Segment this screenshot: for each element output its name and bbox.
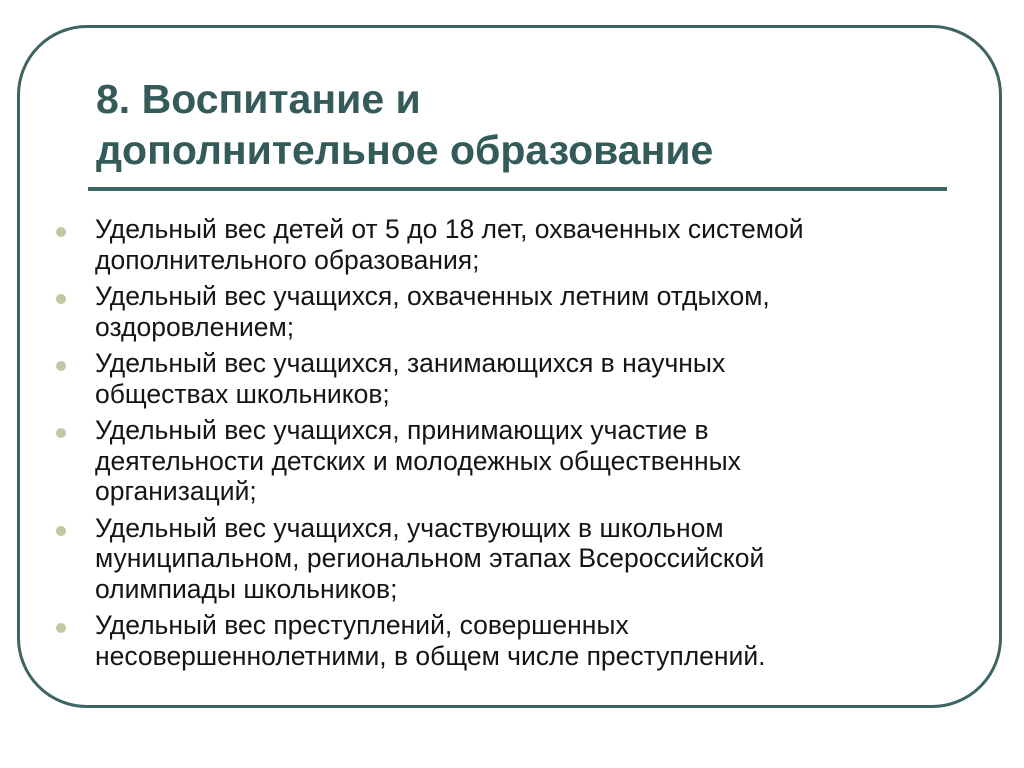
bullet-line: Удельный вес преступлений, совершенных bbox=[95, 610, 629, 640]
bullet-item bbox=[50, 348, 950, 409]
slide-title bbox=[96, 74, 976, 176]
title-underline bbox=[88, 187, 947, 191]
bullet-line: Удельный вес учащихся, охваченных летним отдыхом, bbox=[95, 281, 770, 311]
bullet-item bbox=[50, 610, 950, 671]
bullet-line: дополнительного образования; bbox=[95, 244, 480, 275]
bullet-line: обществах школьников; bbox=[95, 378, 390, 409]
bullet-dot-icon bbox=[56, 227, 66, 237]
bullet-dot-icon bbox=[56, 361, 66, 371]
bullet-line: Удельный вес учащихся, участвующих в школьном bbox=[95, 512, 724, 543]
title-line: 8. Воспитание и bbox=[96, 76, 421, 122]
bullet-line: олимпиады школьников; bbox=[95, 573, 398, 604]
bullet-line: Удельный вес учащихся, принимающих участие в bbox=[95, 415, 709, 445]
bullet-list bbox=[50, 214, 950, 677]
bullet-line: Удельный вес детей от 5 до 18 лет, охваченных системой bbox=[95, 214, 804, 244]
bullet-line: организаций; bbox=[95, 476, 257, 506]
bullet-line: оздоровлением; bbox=[95, 311, 295, 342]
bullet-line: Удельный вес учащихся, занимающихся в научных bbox=[95, 348, 726, 378]
title-line: дополнительное образование bbox=[96, 127, 714, 173]
bullet-line: несовершеннолетними, в общем числе преступлений. bbox=[95, 640, 766, 671]
bullet-dot-icon bbox=[56, 623, 66, 633]
bullet-item bbox=[50, 281, 950, 342]
bullet-line: деятельности детских и молодежных общественных bbox=[95, 445, 741, 476]
bullet-dot-icon bbox=[56, 428, 66, 438]
bullet-line: муниципальном, региональном этапах Всероссийской bbox=[95, 543, 765, 573]
bullet-dot-icon bbox=[56, 294, 66, 304]
bullet-item bbox=[50, 415, 950, 507]
bullet-item bbox=[50, 513, 950, 605]
bullet-dot-icon bbox=[56, 526, 66, 536]
bullet-item bbox=[50, 214, 950, 275]
